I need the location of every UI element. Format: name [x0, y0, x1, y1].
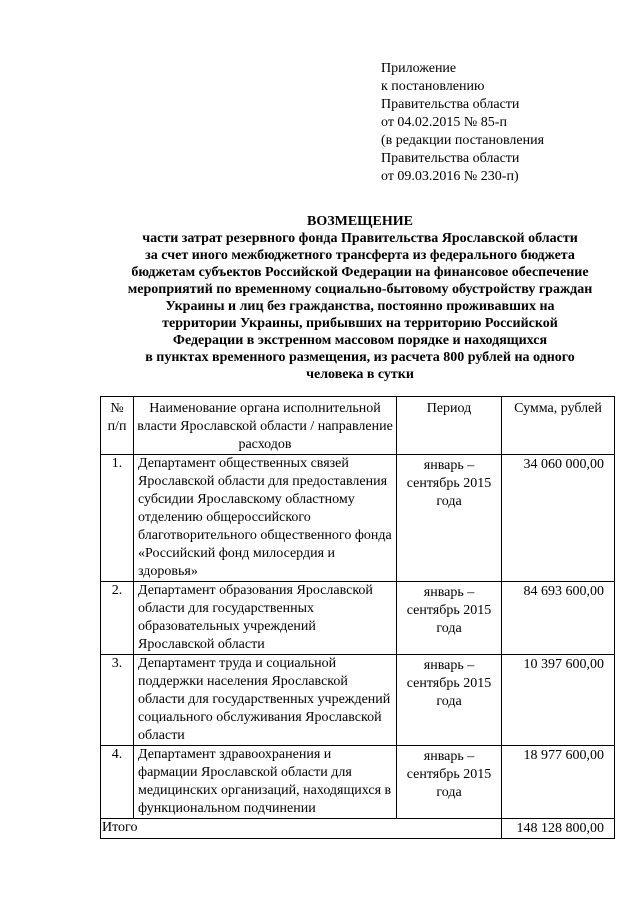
header-sum: Сумма, рублей: [502, 397, 615, 455]
row-name: Департамент образования Ярославской области для государственных образовательных учреждений Ярославской области: [134, 582, 397, 655]
row-num: 1.: [101, 455, 134, 582]
appendix-block: [381, 60, 544, 186]
row-period: январь – сентябрь 2015 года: [397, 582, 502, 655]
appendix-line: Правительства области: [381, 151, 520, 166]
appendix-line: от 04.02.2015 № 85-п: [381, 115, 507, 130]
row-num: 2.: [101, 582, 134, 655]
row-sum: 18 977 600,00: [502, 746, 615, 819]
header-num: № п/п: [101, 397, 134, 455]
document-heading: [100, 213, 620, 383]
row-period: январь – сентябрь 2015 года: [397, 655, 502, 746]
appendix-line: к постановлению: [381, 79, 485, 94]
row-name: Департамент труда и социальной поддержки населения Ярославской области для государственных учреждений социального обслуживания Ярославской области: [134, 655, 397, 746]
heading-line: человека в сутки: [306, 367, 414, 382]
heading-line: Федерации в экстренном массовом порядке и находящихся: [172, 333, 548, 348]
heading-line: мероприятий по временному социально-бытовому обустройству граждан: [127, 282, 593, 297]
row-period: январь – сентябрь 2015 года: [397, 746, 502, 819]
appendix-line: Правительства области: [381, 97, 520, 112]
appendix-line: от 09.03.2016 № 230-п): [381, 169, 519, 184]
table-row: [101, 455, 615, 582]
row-num: 3.: [101, 655, 134, 746]
heading-line: территории Украины, прибывших на территорию Российской: [162, 316, 558, 331]
header-name: Наименование органа исполнительной власти Ярославской области / направление расходов: [134, 397, 397, 455]
row-sum: 10 397 600,00: [502, 655, 615, 746]
row-name: Департамент общественных связей Ярославской области для предоставления субсидии Ярославскому областному отделению общероссийского благотворительного общественного фонда «Российский фонд милосердия и здоровья»: [134, 455, 397, 582]
row-num: 4.: [101, 746, 134, 819]
heading-line: части затрат резервного фонда Правительства Ярославской области: [142, 231, 578, 246]
row-sum: 84 693 600,00: [502, 582, 615, 655]
expense-table: [100, 396, 615, 839]
row-period: январь – сентябрь 2015 года: [397, 455, 502, 582]
table-row: [101, 655, 615, 746]
heading-line: в пунктах временного размещения, из расчета 800 рублей на одного: [145, 350, 575, 365]
table-total-row: [101, 819, 615, 839]
total-label: Итого: [101, 819, 502, 839]
table-row: [101, 746, 615, 819]
table-header-row: [101, 397, 615, 455]
total-sum: 148 128 800,00: [502, 819, 615, 839]
row-sum: 34 060 000,00: [502, 455, 615, 582]
appendix-line: Приложение: [381, 61, 457, 76]
heading-line: за счет иного межбюджетного трансферта из федерального бюджета: [145, 248, 575, 263]
table-row: [101, 582, 615, 655]
heading-line: бюджетам субъектов Российской Федерации на финансовое обеспечение: [131, 265, 589, 280]
header-period: Период: [397, 397, 502, 455]
document-title: ВОЗМЕЩЕНИЕ: [307, 214, 413, 229]
appendix-line: (в редакции постановления: [381, 133, 545, 148]
heading-line: Украины и лиц без гражданства, постоянно проживавших на: [165, 299, 555, 314]
row-name: Департамент здравоохранения и фармации Ярославской области для медицинских организаций, находящихся в функциональном подчинении: [134, 746, 397, 819]
